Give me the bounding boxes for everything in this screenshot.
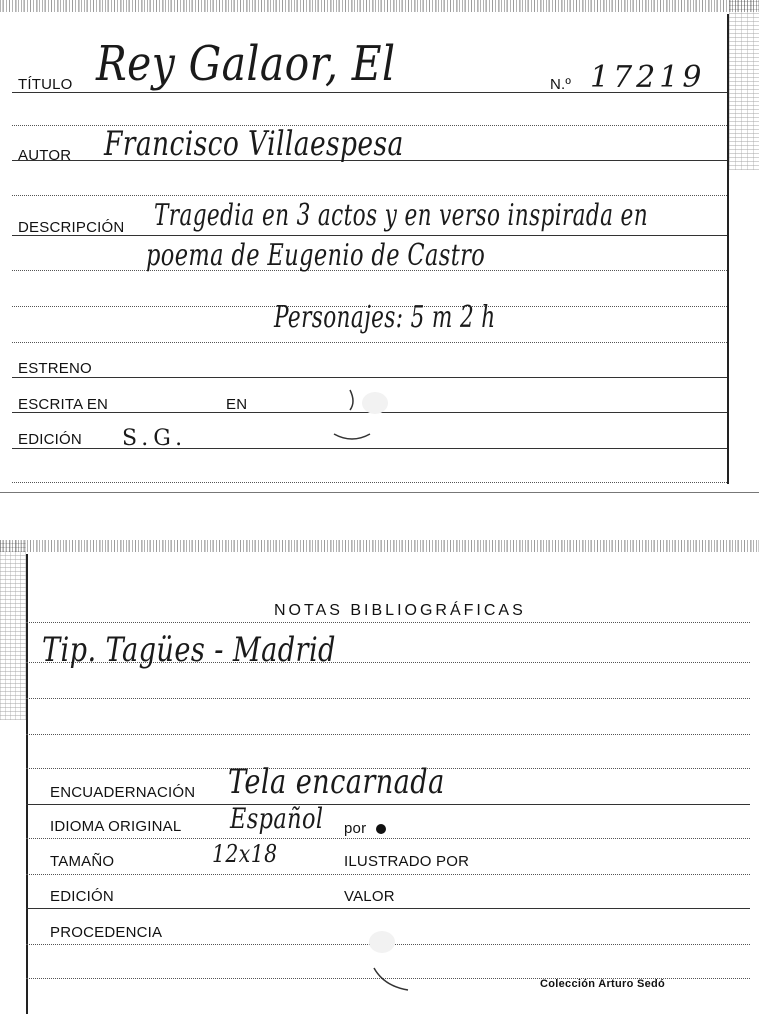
erased-mark	[360, 388, 390, 418]
por-label: por	[344, 820, 367, 837]
edicion-label: EDICIÓN	[18, 431, 82, 448]
catalog-card-front	[0, 0, 759, 495]
en-label: EN	[226, 396, 248, 413]
card-edge-texture	[729, 0, 759, 170]
catalog-card-back	[0, 540, 759, 1028]
card-border-left	[26, 554, 28, 1014]
rule	[12, 377, 727, 378]
card-edge-texture	[0, 540, 26, 720]
descripcion-value-line-1: Tragedia en 3 actos y en verso inspirada en	[154, 198, 648, 233]
titulo-value: Rey Galaor, El	[96, 36, 396, 92]
rule	[26, 804, 750, 805]
descripcion-label: DESCRIPCIÓN	[18, 219, 125, 236]
rule	[12, 342, 727, 343]
pencil-mark	[360, 920, 420, 1000]
rule	[26, 908, 750, 909]
descripcion-value-line-2: poema de Eugenio de Castro	[146, 238, 486, 273]
rule	[12, 195, 727, 196]
card-border-right	[727, 14, 729, 484]
rule	[26, 622, 750, 623]
rule	[26, 698, 750, 699]
personajes-value: Personajes: 5 m 2 h	[274, 300, 496, 335]
rule	[26, 874, 750, 875]
tamano-label: TAMAÑO	[50, 853, 115, 870]
card-edge-texture	[0, 0, 759, 12]
idioma-original-value: Español	[230, 802, 324, 835]
autor-value: Francisco Villaespesa	[104, 124, 404, 164]
notas-value: Tip. Tagües - Madrid	[42, 630, 336, 670]
escrita-en-label: ESCRITA EN	[18, 396, 109, 413]
edicion-value: S.G.	[122, 426, 188, 451]
tamano-value: 12x18	[212, 840, 278, 868]
notas-bibliograficas-heading: NOTAS BIBLIOGRÁFICAS	[274, 602, 526, 619]
rule	[12, 482, 727, 483]
encuadernacion-label: ENCUADERNACIÓN	[50, 784, 196, 801]
numero-value: 17219	[590, 60, 706, 95]
numero-label: N.º	[550, 76, 572, 93]
estreno-label: ESTRENO	[18, 360, 92, 377]
encuadernacion-value: Tela encarnada	[228, 762, 445, 802]
ilustrado-por-label: ILUSTRADO POR	[344, 853, 470, 870]
ink-dot	[374, 822, 388, 836]
idioma-original-label: IDIOMA ORIGINAL	[50, 818, 182, 835]
collection-credit: Colección Arturo Sedó	[540, 978, 666, 990]
card-edge-texture	[0, 540, 759, 552]
titulo-label: TÍTULO	[18, 76, 73, 93]
valor-label: VALOR	[344, 888, 395, 905]
card-bottom-edge	[0, 492, 759, 493]
rule	[26, 838, 750, 839]
rule	[26, 734, 750, 735]
procedencia-label: PROCEDENCIA	[50, 924, 163, 941]
edicion-label: EDICIÓN	[50, 888, 114, 905]
autor-label: AUTOR	[18, 147, 72, 164]
